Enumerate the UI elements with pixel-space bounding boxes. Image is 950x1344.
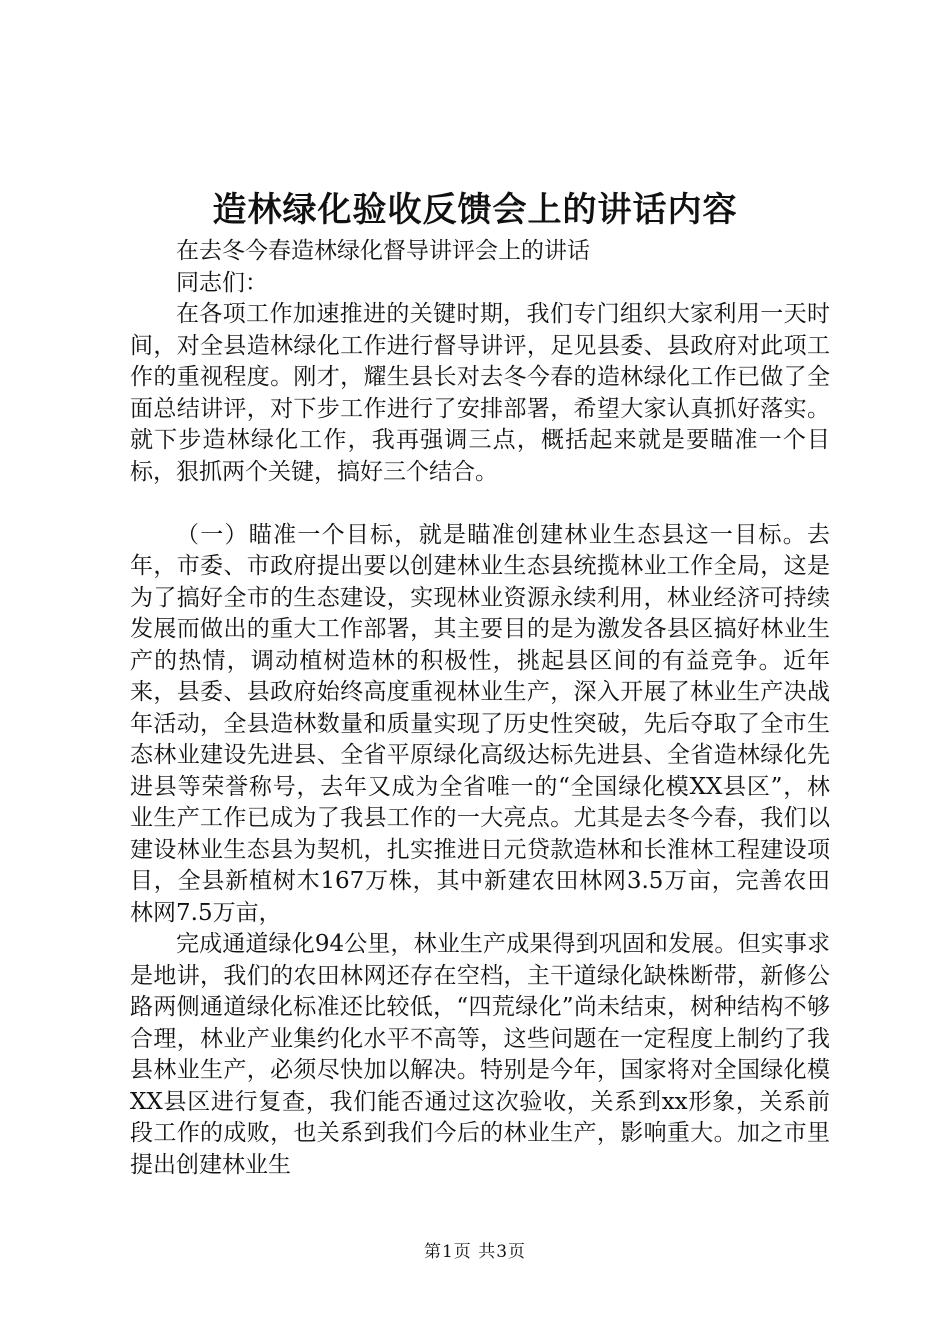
paragraph-intro: 在各项工作加速推进的关键时期，我们专门组织大家利用一天时间，对全县造林绿化工作进行督导讲评，足见县委、县政府对此项工作的重视程度。刚才，耀生县长对去冬今春的造林绿化工作已做了全面总结讲评，对下步工作进行了安排部署，希望大家认真抓好落实。就下步造林绿化工作，我再强调三点，概括起来就是要瞄准一个目标，狠抓两个关键，搞好三个结合。 bbox=[130, 301, 830, 485]
paragraph-goal: （一）瞄准一个目标，就是瞄准创建林业生态县这一目标。去年，市委、市政府提出要以创建林业生态县统揽林业工作全局，这是为了搞好全市的生态建设，实现林业资源永续利用，林业经济可持续发展而做出的重大工作部署，其主要目的是为激发各县区搞好林业生产的热情，调动植树造林的积极性，挑起县区间的有益竞争。近年来，县委、县政府始终高度重视林业生产，深入开展了林业生产决战年活动，全县造林数量和质量实现了历史性突破，先后夺取了全市生态林业建设先进县、全省平原绿化高级达标先进县、全省造林绿化先进县等荣誉称号，去年又成为全省唯一的“全国绿化模XX县区”，林业生产工作已成为了我县工作的一大亮点。尤其是去冬今春，我们以建设林业生态县为契机，扎实推进日元贷款造林和长淮林工程建设项目，全县新植树木167万株，其中新建农田林网3.5万亩，完善农田林网7.5万亩， bbox=[130, 521, 830, 926]
document-title: 造林绿化验收反馈会上的讲话内容 bbox=[212, 190, 738, 230]
document-body bbox=[130, 236, 830, 1181]
salutation-line: 同志们： bbox=[176, 269, 268, 296]
page-number: 第1页 共3页 bbox=[423, 1242, 527, 1262]
subtitle-line: 在去冬今春造林绿化督导讲评会上的讲话 bbox=[176, 238, 590, 264]
paragraph-progress: 完成通道绿化94公里，林业生产成果得到巩固和发展。但实事求是地讲，我们的农田林网还存在空档，主干道绿化缺株断带，新修公路两侧通道绿化标准还比较低，“四荒绿化”尚未结束，树种结构不够合理，林业产业集约化水平不高等，这些问题在一定程度上制约了我县林业生产，必须尽快加以解决。特别是今年，国家将对全国绿化模XX县区进行复查，我们能否通过这次验收，关系到xx形象，关系前段工作的成败，也关系到我们今后的林业生产，影响重大。加之市里提出创建林业生 bbox=[130, 931, 830, 1178]
